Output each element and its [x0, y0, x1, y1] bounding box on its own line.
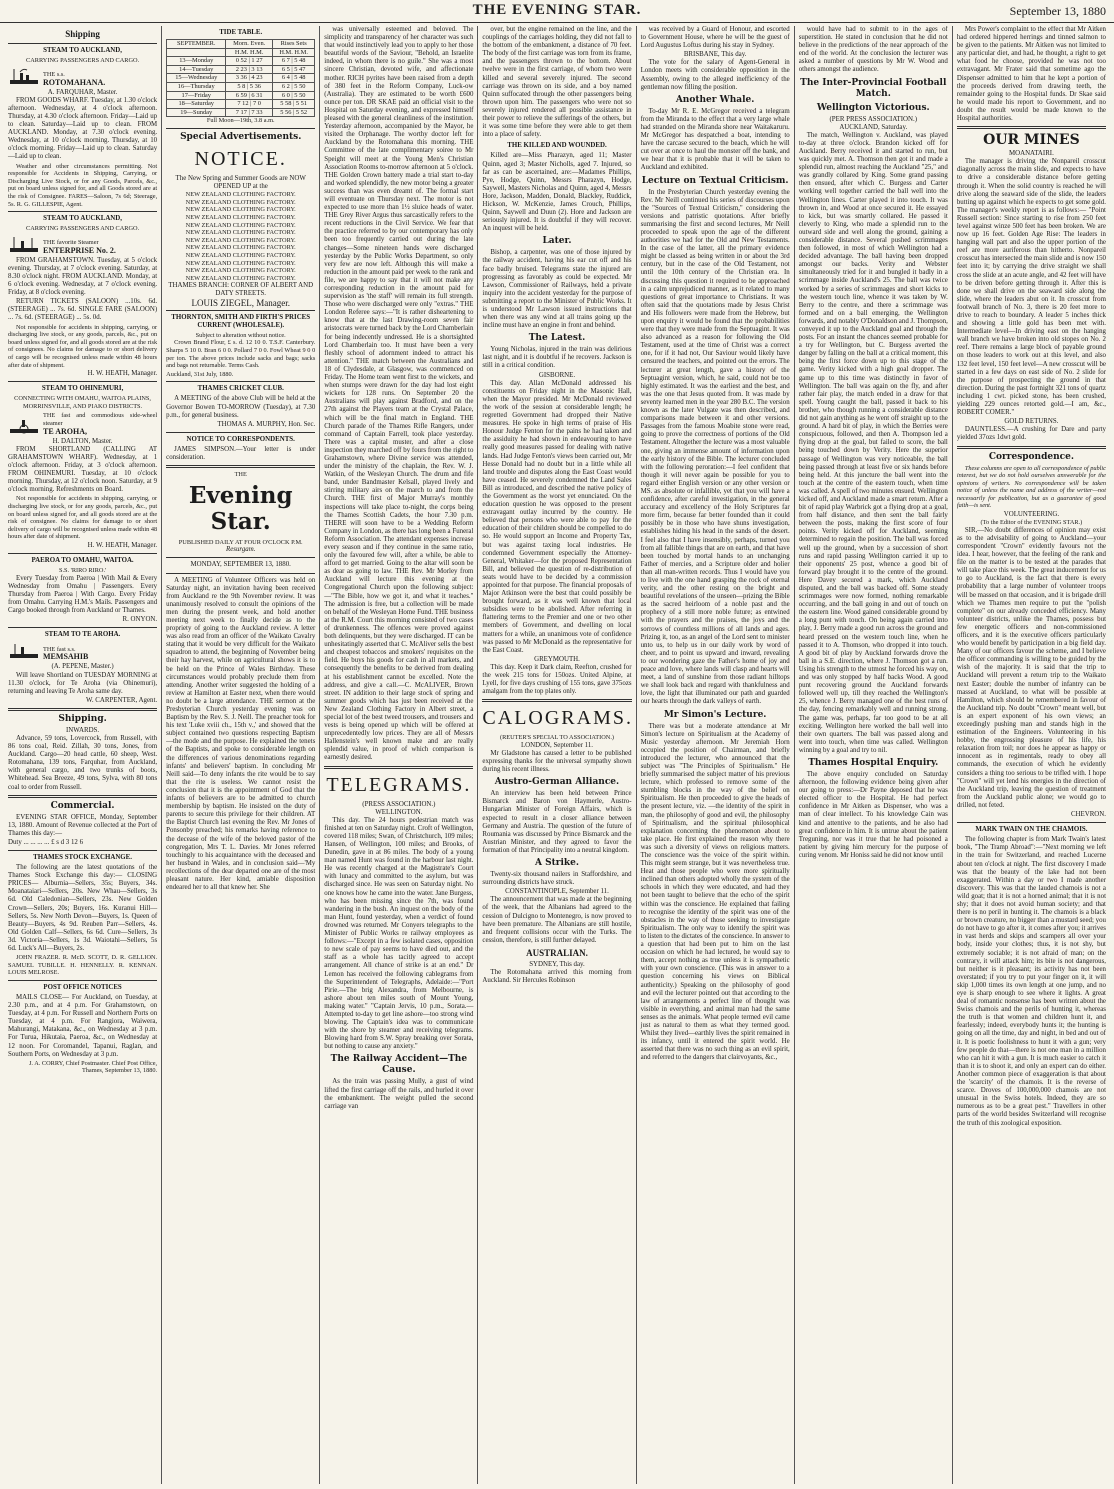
tide-header: Rises Sets [273, 40, 315, 49]
sun-times: 5 58 | 5 51 [273, 100, 315, 109]
table-row [167, 65, 315, 74]
subsection-heading: GOLD RETURNS. [1004, 418, 1059, 426]
ad-fares: RETURN TICKETS (SALOON) ...10s. 6d. (STEERAGE) ... 7s. 6d. SINGLE FARE (SALOON) ... 7s. 6d. (STEERAGE) ... 5s. 0d. [8, 298, 158, 322]
paddle-steamer-icon [8, 416, 40, 436]
sun-times: 5 56 | 5 52 [273, 108, 315, 117]
tide-times: 3 36 | 4 23 [226, 74, 273, 83]
paper-motto: Resurgam. [226, 546, 256, 554]
column-6 [795, 26, 953, 1484]
commercial-body: EVENING STAR OFFICE, Monday, September 13, 1880. Amount of Revenue collected at the Port of Thames this day:— [8, 813, 158, 837]
letter-heading: VOLUNTEERING. [1003, 511, 1060, 519]
dateline: SYDNEY, This day. [529, 960, 585, 968]
article-body: The vote for the salary of Agent-General in London meets with considerable opposition in the Assembly, owing to the alleged inefficiency of the gentleman now filling the position. [640, 59, 790, 91]
section-heading: POST OFFICE NOTICES [43, 983, 122, 991]
dateline: CONSTANTINOPLE, September 11. [505, 888, 609, 896]
ship-master: (A. PEPENE, Master.) [51, 663, 114, 671]
manager-name: LOUIS ZIEGEL, Manager. [191, 297, 290, 308]
factory-line: NEW ZEALAND CLOTHING FACTORY. [185, 206, 296, 214]
ad-signature: R. ONYON. [122, 616, 158, 624]
ad-heading: THORNTON, SMITH AND FIRTH'S PRICES CURRENT (WHOLESALE). [171, 313, 311, 329]
section-heading: Shipping. [58, 713, 107, 724]
steamer-ad [8, 412, 157, 435]
source-line: (PER PRESS ASSOCIATION.) [829, 115, 918, 123]
tide-day: 16—Thursday [167, 83, 226, 92]
table-row [167, 74, 315, 83]
sun-times: 6 0 | 5 50 [273, 91, 315, 100]
section-heading: Shipping [65, 29, 100, 39]
article-body: The Rotomahana arrived this morning from Auckland. Sir Hercules Robinson [482, 968, 632, 985]
ship-prefix: THE fast s.s. [43, 645, 76, 653]
article-body: Bishop, a carpenter, was one of those injured by the railway accident, having his ear cut off and his face badly bruised. Telegrams state the injured are progressing as favorably as could be expected. Mr Lawson, Commissioner of Railways, held a private inquiry into the accident yesterday for the purpose of submitting a report to the Minister of Public Works. It is understood Mr Lawson issued instructions that when there was any wind at all trains going up the incline must have an engine in front and behind. [482, 249, 632, 330]
ad-heading: STEAM TO OHINEMURI, [41, 385, 124, 393]
tide-day: 15—Wednesday [167, 74, 226, 83]
ad-place-date: Auckland, 31st July, 1880. [166, 370, 234, 378]
dateline: AUCKLAND, Saturday. [839, 123, 908, 131]
table-row [167, 100, 315, 109]
telegrams-source: (PRESS ASSOCIATION.) [362, 800, 436, 808]
table-row [167, 57, 315, 66]
article-body: over, but the engine remained on the line, and the couplings of the carriages holding, they did not fall to the bottom of the embankment, a distance of 70 feet. The body of the first carriage was torn from its frame, and the passengers thrown to the bottom. About twelve were in the first carriage, of whom two were killed and several severely injured. The second carriage was thrown on its side, and a boy named Quinn suffocated through the other passengers being thrown upon him. The passengers who were not so severely injured rendered all possible assistance in their power to relieve the sufferings of the others, but it was some time before they were able to get them into a place of safety. [482, 26, 632, 139]
masthead-title: THE EVENING STAR. [472, 2, 642, 18]
column-5 [637, 26, 795, 1484]
sun-times: 6 7 | 5 48 [273, 57, 315, 66]
column-3 [320, 26, 478, 1484]
column-1 [4, 26, 162, 1484]
calograms-source: (REUTER'S SPECIAL TO ASSOCIATION.) [499, 734, 614, 742]
shipping-arrivals: Advance, 59 tons, Lovercock, from Russell, with 86 tons coal, Reid. Zillah, 30 tons, Jones, from Auckland. Cargo—20 head cattle, 60 sheep, West. Rotomahana, 139 tons, Farquhar, from Auckland, with general cargo, and two trunks of boots, Whitehead. Sea Breeze, 49 tons, Sylva, with 80 tons coal to order from Russell. [8, 734, 158, 791]
ad-subheading: Subject to alteration without notice. [195, 331, 286, 339]
ad-subheading: CONNECTING WITH OMAHU, WAITOA PLAINS, MORRINSVILLE, AND PIAKO DISTRICTS. [14, 395, 151, 410]
sun-times: 6 2 | 5 50 [273, 83, 315, 92]
section-heading: THAMES STOCK EXCHANGE. [33, 854, 132, 861]
moon-note: Full Moon—19th, 3.8 a.m. [206, 117, 275, 125]
correspondents-note: JAMES SIMPSON.—Your letter is under consideration. [166, 445, 316, 462]
ship-master: H. DALTON, Master. [52, 437, 113, 445]
section-heading: OUR MINES [983, 132, 1080, 149]
letter-signature: CHEVRON. [1070, 811, 1106, 819]
tide-times: 7 12 | 7 0 [226, 100, 273, 109]
article-body: This day. Allan McDonald addressed his constituents on Friday night in the Masonic Hall, when the Mayor presided. Mr McDonald reviewed the work of the session at considerable length; he regretted Government had dropped their Native measures. He spoke in high terms of praise of His Honour Judge Fenton for the pains he had taken and the assiduity he had shown in endeavouring to have really good measures passed for dealing with native lands. Had Judge Fenton's views been carried out, Mr Hesse Donald had no doubt but in a little while all land trouble and disputes along the East Coast would have ceased. He severely condemned the Land Sales Bill as introduced, and described the native policy of the Government as the worst yet enunciated. On the education question he was opposed to the present extravagant outlay incurred by the country. He believed that persons who were able to pay for the education of their children should be compelled to do so. He would support an Income and Property Tax, but was against taxing local industries. He condemned Government especially the Attorney-General, Whitaker—for the proposed Representation Bill, and believed the question of re-distribution of seats would have to be decided by a commission appointed for that purpose. The financial proposals of Major Atkinson were the best that could possibly be brought forward, as it was well known that local subsidies were to be abolished. After referring in flattering terms to the Premier and one or two other members of Government, and dwelling on local matters for a while, an unanimous vote of confidence was passed to Mr McDonald as the representative for the East Coast. [482, 379, 632, 654]
telegrams-heading: TELEGRAMS. [326, 773, 472, 796]
ad-heading: STEAM TO TE AROHA. [44, 631, 121, 639]
ad-heading: PAEROA TO OMAHU, WAITOA. [31, 557, 134, 565]
masthead [0, 0, 1114, 23]
ad-signature: THOMAS A. MURPHY, Hon. Sec. [217, 420, 316, 428]
tide-table-caption: TIDE TABLE. [219, 29, 263, 36]
subsection-heading: MARK TWAIN ON THE CHAMOIS. [975, 826, 1088, 834]
tide-day: 17—Friday [167, 91, 226, 100]
ad-signature: H. W. HEATH, Manager. [87, 370, 158, 378]
dateline: BRISBANE, This day. [683, 51, 747, 59]
subsection-heading: A Strike. [534, 858, 579, 869]
letter-body: SIR,—No doubt differences of opinion may exist as to the advisability of going to Auckland—your correspondent "Crown" evidently favours not the idea. I hear, however, that the feeling of the rank and file on the matter is to be tested at the parades that will take place this week. The great inducement for us to go to Auckland, is the fact that there is every probability that a large number of volunteer troops will be massed on that occasion, and it is brigade drill which we Thames men require to put the "polish complete" on our already conceded efficiency. Many volunteer districts, unlike the Thames, possess but few energetic officers and non-commissioned officers, and it is the executive officers particularly who would benefit by participation in a big field day. Many of our officers favour the scheme, and I believe the officer commanding is willing to be guided by the wish of the majority. It is said that the trip to Auckland will prevent a return trip to the Waikato next Easter; double the number of infantry can be massed at Auckland, to what will be possible at Hamilton, which should be remembered in favour of the Auckland trip. No doubt "Crown" meant well, but is an expert exponent of his own views; an exceedingly pushing man and stands high in the estimation of the Engineers. Volunteering in his hobby, the engrossing pleasure of his life, his relaxation from toil; nor does he appear as happy or innocent as in regimentals, ready to obey all commands, the execution of which he evidently considers a thing too serious to be trifled with. I hope "Crown" will yet lend his energies in the direction of the Auckland trip, leaving the question of treatment from the Auckland public alone; we would go to drilled, not feted. [956, 526, 1106, 809]
ad-subheading: S.S. 'RIRO RIRO.' [58, 567, 107, 575]
steamer-ad [8, 235, 157, 255]
dateline: GREYMOUTH. [534, 655, 580, 663]
subsection-heading: THE KILLED AND WOUNDED. [507, 142, 607, 150]
column-7 [953, 26, 1110, 1484]
section-heading: Correspondence. [988, 451, 1074, 462]
ad-fine-print: Not responsible for accidents in shipping, carrying, or discharging live stock, or any goods, parcels, &c., put on board unless signed for, and all goods stored are at the risk of consignees. No claims for damage to or short delivery of cargo will be recognised unless made within 48 hours after date of shipment. [8, 323, 158, 369]
ship-prefix: THE favorite Steamer [43, 239, 99, 247]
tide-times: 7 17 | 7 33 [226, 108, 273, 117]
dateline: MOANATAIRI. [1009, 150, 1054, 158]
steamship-icon [8, 235, 40, 255]
article-body: There was but a moderate attendance at Mr Simon's lecture on Spiritualism at the Academy of Music yesterday afternoon. Mr Jeremiah Horn occupied the position of Chairman, and briefly introduced the lecturer, who announced that the subject was "The Principles of Spiritualism." He briefly summarised the subject matter of his previous lecture, which professed to remove some of the stumbling blocks in the way of the belief on Spiritualism. He then proceeded to give the heads of the present lecture, viz. —the identity of the spirit in man, the philosophy of good and evil, the philosophy of Spiritualism, and the spiritual philosophical explanation concerning the phenomenon about to take place. He first explained the reason why there was such a diversity of views on religious matters. The conscience was the voice of the spirit within. This might seem strange, but it was nevertheless true. Heat and those people who were more spiritually inclined than others adopted wholly the system of the schools in which they were educated, and had they not been taught to believe that the echo of the spirit within was the conscience. He explained that failing to recognise the identity of the spirit was one of the obstacles in the way of those seeking to investigate Spiritualism. The only way to identify the spirit was to listen to the dictates of the conscience. In answer to a question that had been put to him on the last occasion on which he had lectured, he would say to them, accept nothing as true unless it is sympathetic with your own conscience. (This was in answer to a question concerning his views on Biblical authenticity.) Speaking on the philosophy of good and evil the lecturer pointed out that according to the law of arrangements a perfect line of thought was visible in everything, and animal man had the same senses as the animals. What people termed evil came just as natural to them as what they termed good. Whilst they lived—earthly lives the spirit remained in its infancy, until it entered the spirit world. He asserted that there was no such thing as an evil spirit, and referred to the dangers that clairvoyants, &c., [640, 722, 790, 1062]
postmaster-signature: J. A. CORRY, Chief Postmaster. Chief Post Office, Thames, September 13, 1880. [28, 1059, 158, 1075]
table-row [167, 108, 315, 117]
tide-day: 13—Monday [167, 57, 226, 66]
subsection-subheading: Wellington Victorious. [816, 102, 930, 113]
factory-line: NEW ZEALAND CLOTHING FACTORY. [185, 267, 296, 275]
tide-day: 19—Sunday [167, 108, 226, 117]
steamship-icon [8, 641, 40, 661]
article-body: The announcement that was made at the beginning of the week, that the Albanians had agreed to the cession of Dulcigno to Montenegro, is now proved to have been premature. The Albanians are still hostile, and frequent collisions occur with the Turks. The cession, therefore, is still further delayed. [482, 896, 632, 944]
steamer-ad [8, 67, 157, 87]
paper-the: THE [234, 471, 247, 479]
subsection-heading: The Latest. [528, 333, 586, 344]
tide-times: 2 23 | 3 13 [226, 65, 273, 74]
column-4 [478, 26, 636, 1484]
article-body: The following chapter is from Mark Twain's latest book, "The Tramp Abroad":—"Next morning we left in the train for Switzerland, and reached Lucerne about ten o'clock at night. The first discovery I made was that the beauty of the lake had not been exaggerated. Within a day or two I made another discovery. This was that the lauded chamois is not a wild goat; that it is not a horned animal; that it is not shy; that it does not avoid human society; and that there is no peril in hunting it. The chamois is a black or brown creature, no bigger than a mustard seed; you do not have to go after it, it comes after you; it arrives in vast herds and skips and scampers all over your body, inside your clothes; thus, it is not shy, but extremely sociable; it is not afraid of man; on the contrary, it will attack him; its bite is not dangerous, but neither is it pleasant; its activity has not been overstated; if you try to put your finger on it, it will skip 1,000 times its own length at one jump, and no eye is sharp enough to see where it lights. A great deal of romantic nonsense has been written about the Swiss chamois and the perils of hunting it, whereas the truth is that women and children hunt it, and fearlessly; indeed, everybody hunts it; the hunting is going on all the time, day and night, in bed and out of it. It is poetic foolishness to hunt it with a gun; very few people do that—there is not one man in a million who can hit it with a gun. It is much easier to catch it than it is to shoot it, and only an expert can do either. Another common piece of exaggeration is that about the 'scarcity' of the chamois. It is the reverse of scarce. Droves of 100,000,000 chamois are not unusual in the Swiss hotels. Indeed, they are so numerous as to be a great pest." Travellers in other parts of the world besides Switzerland will recognise the truth of this zoological exposition. [956, 836, 1106, 1127]
article-body: To-day Mr R. E. McGregor received a telegram from the Miranda to the effect that a very large whale had stranded on the Miranda shore near Waitakaruru. Mr McGregor has despatched a boat, intending to have the carcase secured to the beach, which he will cut over at once to haul the monster off the bank, and we hear that it is probable that it will be taken to Auckland and exhibited. [640, 107, 790, 172]
calograms-heading: CALOGRAMS. [482, 707, 633, 730]
sun-times: 6 5 | 5 47 [273, 65, 315, 74]
subsection-heading: Later. [542, 236, 572, 247]
factory-line: NEW ZEALAND CLOTHING FACTORY. [185, 214, 296, 221]
article-body: An interview has been held between Prince Bismarck and Baron von Haymerle, Austro-Hungarian Minister of Foreign Affairs, which is expected to result in a closer alliance between Germany and Austria. The question of the future of Roumania was discussed by Prince Bismarck and the Austrian Minister, and they agreed to favor the formation of that Principality into a neutral kingdom. [482, 790, 632, 854]
ship-name: ENTERPRISE No. 2. [43, 245, 116, 255]
ad-body: FROM GRAHAMSTOWN. Tuesday, at 5 o'clock evening. Thursday, at 7 o'clock evening. Saturday, at 8.30 o'clock night. FROM AUCKLAND. Monday, at 6 o'clock evening. Wednesday, at 7 o'clock evening. Friday, at 8 o'clock evening. [8, 256, 158, 297]
subsection-heading: INWARDS. [66, 726, 100, 734]
page-columns [4, 26, 1110, 1484]
ad-heading: STEAM TO AUCKLAND, [43, 47, 122, 54]
factory-line: NEW ZEALAND CLOTHING FACTORY. [185, 259, 296, 267]
column-2 [162, 26, 320, 1484]
ship-master: A. FARQUHAR, Master. [47, 88, 118, 96]
paper-nameplate: Evening Star. [188, 481, 293, 535]
ship-prefix: THE fast and commodious side-wheel steamer [43, 412, 158, 428]
tide-header: SEPTEMBER. [167, 40, 226, 49]
article-body: Mrs Power's complaint to the effect that Mr Aitken had ordered hippered herrings and tinned salmon to be given to the patients. Mr Aitken was not limited to any particular diet, and had, he thought, a right to get what food he choose, provided he was not too extravagant. Mr Frater said that sometime ago the Dispenser admitted to him that he kept a portion of the proceeds derived from drawing teeth, the remainder going to the Hospital funds. Dr Skae said he would made his report to Government, and no doubt the result would be made known to the Hospital authorities. [956, 26, 1106, 123]
steamer-ad [8, 641, 157, 661]
ad-heading: STEAM TO AUCKLAND, [43, 215, 122, 223]
factory-line: NEW ZEALAND CLOTHING FACTORY. [185, 274, 296, 282]
ship-name: MEMSAHIB [43, 652, 89, 662]
publication-line: PUBLISHED DAILY AT FOUR O'CLOCK P.M. [178, 538, 303, 546]
notice-heading: NOTICE. [194, 148, 287, 171]
subsection-heading: Lecture on Textual Criticism. [641, 175, 789, 186]
ad-body: Will leave Shortland on TUESDAY MORNING at 11.30 o'clock, for Te Aroha (via Ohinemuri), returning and leaving Te Aroha same day. [8, 671, 158, 695]
masthead-date: September 13, 1880 [1009, 4, 1106, 18]
section-heading: Commercial. [50, 800, 115, 811]
factory-line: NEW ZEALAND CLOTHING FACTORY. [185, 221, 296, 229]
ad-body: FROM SHORTLAND (CALLING AT GRAHAMSTOWN WHARF). Wednesday, at 1 o'clock afternoon. Friday, at 3 o'clock afternoon. FROM OHINEMURI. Tuesday, at 10 o'clock morning. Thursday, at 12 o'clock noon. Saturday, at 9 o'clock morning. Refreshments on Board. [8, 445, 158, 494]
post-office-notices: MAILS CLOSE— For Auckland, on Tuesday, at 2.30 p.m., and at 4 p.m. For Grahamstown, on Tuesday, at 4 p.m. For Russell and Northern Ports on Tuesday, at 4 p.m. For Rangiora, Waiwera, Mahurangi, Matakana, &c., on Wednesday at 3 p.m. For Turua, Hikutaia, Paeroa, &c., on Wednesday at 12 noon. For Coromandel, Tapanui, Raglan, and Southern Ports, on Wednesday at 3 p.m. [8, 994, 158, 1058]
subsection-heading: The Inter-Provincial Football Match. [800, 77, 947, 99]
dateline: GISBORNE. [538, 371, 576, 379]
cricket-notice: A MEETING of the above Club will be held at the Governor Bowen TO-MORROW (Tuesday), at 7.30 p.m., for general business. [166, 395, 316, 419]
factory-line: NEW ZEALAND CLOTHING FACTORY. [185, 229, 296, 237]
ad-heading: THAMES CRICKET CLUB. [197, 385, 284, 393]
subsection-heading: Austro-German Alliance. [494, 777, 620, 788]
factory-line: NEW ZEALAND CLOTHING FACTORY. [185, 251, 296, 259]
article-body: This day. The 24 hours pedestrian match was finished at ten on Saturday night. Croft of Wellington, covered 118 miles; Swan, of Christchurch, 109 miles; Hansen, of Wellington, 100 miles; and Brooks, of Dunedin, gave in at 86 miles. The body of a young man named Hunt was found in the harbour last night. He was recently charged at the Magistrate's Court with lunacy and committed to the asylum, but was discharged since. He was seen on Saturday night. No one knows how he came into the water. Jane Burgess, who has been missing since the 7th, was found wandering in the bush. An inquest on the body of the man Hunt, found yesterday, when a verdict of found drowned was returned. Mr Conyers telegraphs to the Minister of Public Works re railway employees as follows:—"Except in a few isolated cases, opposition to new scale of pay seems to have died out, and the staff as a whole has tacitly agreed to accept arrangement. All chance of strike is at an end." Dr Lemon has received the following cablegrams from the Superintendent of Telegraphs, Adelaide:—"Port Pirie.—The brig Alexandra, from Melbourne, is ashore about ten miles south of Mount Young, making water." "Captain Jervis, 10 p.m., Sorata.—Attempted to-day to get line ashore—too strong wind blowing. The Captain's idea was to communicate with the shore by steamer and receiving telegrams. Blowing hard from S.W. Spray breaking over Sorata, but nothing to cause any anxiety." [324, 816, 474, 1051]
ad-body: Every Tuesday from Paeroa | With Mail & Every Wednesday from Omahu | Passengers. Every Thursday from Paeroa | With Cargo. Every Friday from Omahu. Carrying H.M.'s Mails. Passengers and Cargo booked through from Auckland or Thames. [8, 574, 158, 615]
broker-names: JOHN FRAZER. R. McD. SCOTT, D. R. GELLION. SAMUEL TUBILLE. H. HENNELLY. R. KENNAN. LOUIS MELROSE. [8, 954, 158, 977]
steamship-icon [8, 67, 40, 87]
article-body: A MEETING of Volunteer Officers was held on Saturday night, an invitation having been received from Auckland re the 9th November review. It was unanimously resolved to consult the opinions of the men during the present week, and hold another meeting next week to finally decide as to the propriety of going to the Auckland review. A letter was also read from an officer of the Waikato Cavalry stating that it would be very difficult for the Waikato squadron to attend, the beginning of November being their hay harvest, while on agricultural shows it is to be held on the Prince of Wales Birthday. These circumstances would probably preclude them from attending. Another writer suggested the holding of a review at Hamilton at Easter next, when there would no doubt be a large attendance. THE sermon at the Presbyterian Church yesterday evening was on Baptism by the Rev. S. J. Neill. The preacher took for his text 'Luke xviii ch., 15th v.,' and showed that the subject contained two questions respecting Baptism—the mode and the purpose. He explained the tenets of the Baptists, and spoke to considerable length on the differences of various denominations regarding infants' and believers' baptism. In concluding Mr Neill said—To deny infants the rite would be to say that the rite is useless. We cannot resist the conclusion that it is the appointment of God that the infants of believers are to be admitted to church membership by baptism. He insisted on the duty of parents to secure this privilege for their children. AT the Baptist Church last evening the Rev. Mr Jones of Ponsonby preached; his remarks having reference to the decease of the wife of the beloved pastor of the congregation, Mrs T. L. Davies. Mr Jones referred touchingly to his acquaintance with the deceased and her husband in Wales, and in conclusion said—'My recollections of the dear departed one are of the most pleasant nature. Her kind, amiable disposition endeared her to all that knew her. She [166, 576, 316, 892]
factory-line: NEW ZEALAND CLOTHING FACTORY. [185, 191, 296, 199]
table-row [167, 91, 315, 100]
article-body: Killed are—Miss Pharazyn, aged 11; Master Quinn, aged 3; Master Nicholls, aged 7. Injured, so far as can be ascertained, are:—Madames Phillips, Pye, Hodge, Quinn, Messrs Pharazyn, Hodge, Saywell, Masters Nicholas and Quinn, aged 4, Messrs Hore, Jackson, Madden, Donald, Blackley, Ruddick, Hickson, W. McKenzie, James Crouch, Phillips, Quinn, Saywell and Duun (2). Hore and Jackson are seriously injured. It is doubtful if they will recover. An inquest will be held. [482, 152, 632, 233]
section-heading: Special Advertisements. [180, 132, 302, 143]
sun-times: 6 4 | 5 48 [273, 74, 315, 83]
article-body: The manager is driving the Nonpareil crosscut diagonally across the main slide, and expects to have to drive a considerable distance before getting through it. When the solid country is reached he will drive along the seaward side of the slide, the leaders butting up against which he expects to get some gold. The manager's weekly report is as follows:— "Point Russell section: Since starting to rise from 250 feet level against winze 500 feet has been broken. We are now up 16 feet. Golden Age Rise: The leaders in hanging wall part and also the upper portion of the reef are more auriferous than hitherto. Nonpareil crosscut has intersected the main slide and is now 150 feet into it; by carrying the drive straight we shall cross the slide at an acute angle, and 42 feet will have to be driven before getting through it. After this is done we shall drive on the seaward side along the slide, where the leaders abut on it. In crosscut from footwall branch of No. 3, there is 20 feet more to drive to reach to boundary. A leader 5 inches thick and showing a little gold has been met with. Intermediate level—In driving east on the hanging wall branch we have broken into old stopes on No. 2 reef. There remains a large block of payable ground on those leaders to work out at this level, and also 132 feet level, 150 feet level—A new crosscut will be started in a few days on east side of No. 2 slide for the purpose of prospecting the ground in that direction. During the past fortnight 321 tons of quartz including 1 cwt. picked stone, has been crushed, yielding 229 ounces retorted gold.—I am, &c., ROBERT COMER." [956, 158, 1106, 417]
notice-lead: The New Spring and Summer Goods are NOW OPENED UP at the [175, 175, 306, 191]
article-body: The match, Wellington v. Auckland, was played to-day at three o'clock. Brandon kicked off for Auckland. Berry received it and started to run, but was quickly met. A. Thomson then got it and made a splendid run, almost reaching the Auckland "25," and was grandly collared by King. Some grand passing then ensued, after which C. Burgess and Carter working well together carried the ball well into the Wellington lines. Carter played it into touch. It was thrown in, and Wood at once secured it. He essayed to kick, but was smartly collared. He passed it cleverly to King, who made a splendid run to the outward side and well along the ground, gaining a considerable distance. Several pushed scrimmages then followed, in most of which Wellington had a decided advantage. The ball having been dropped amongst our backs. Verity and Webster simultaneously tried for it and bungled it badly in a scrimmage inside Auckland's 25. The ball was twice worked by a series of scrimmages and short kicks to the western touch line, whence it was taken by W. Berry to the centre, and there a scrimmage was formed and on a ball emerging, the Wellington forwards, and notably O'Donaldson and J. Thompson, conveyed it up to the Auckland goal and through the posts. For an instant the chances seemed probable for a try for Wellington, but C. Burgess averted the danger by falling on the ball at a critical moment, this being the first force down up to this stage of the game. Verity kicked with a high goal dropper. The game up to this time was distinctly in favor of Wellington. The ball was again on the fly, and after rather fair play, the match ended in a draw for that spell. Young caught the ball, passed it back to his brother, who though running a considerable distance did not gain anything as he went off straight up to the ground. A hard bit of play, in which the Berries were conspicuous, followed, and then A. Thompson led a flying drop at the goal, but failed to score, the ball being touched down by Verity. Here the superior passage of Wellington was very noticeable, the ball being passed through at least five or six hands before being held. At this juncture the ball went into the touch at the centre of the eastern touch, when time was called. A spell of two minutes ensued. Wellington kicked off, and Auckland made a smart return. After a bit of rapid play Warbrick got a flying drop at a goal, from half distance, and then sent the ball fairly between the posts, making the first score of four points. Verity kicked off for Auckland, seeming determined to regain the position. The ball was forced well up the ground, when by a succession of short runs and rapid passing Wellington carried it up to their opponents' 25 post, whence a good bit of forward play brought it to the centre of the ground. Here Davey secured a mark, which Auckland disputed, and the ball was backed off. Some steady scrimmages were now formed, nothing remarkable occurring, and the ball going in and out of touch on the eastern line. Wood gained considerable ground by a long punt with touch. On being again carried into play, J. Berry made a good run across the ground and heard pressed on the western touch line, when he passed it to A. Thomson, who dropped it into touch. A good bit of play by Auckland forwards drove the ball in a S.E. direction, where J. Thomson got a run. Using his strength to the utmost he forced his way on, and was only stopped by half backs Wood. A good punt recovering ground the Auckland forwards followed well up, till they reached the Wellington's 25, whence J. Berry managed one of the best runs of the day, fencing remarkably well and running strong. The game was, perhaps, far too good to be at all exciting. Wellington here worked the ball well into their own quarters. The ball was passed along and went into touch, when time was called. Wellington winning by a goal and try to nil. [798, 131, 948, 754]
ship-name: TE AROHA, [43, 426, 88, 436]
ad-signature: H. W. HEATH, Manager. [87, 541, 158, 549]
subsection-heading: Thames Hospital Enquiry. [808, 757, 939, 768]
tide-subheader: H.M. H.M. [226, 48, 273, 57]
factory-line: NEW ZEALAND CLOTHING FACTORY. [185, 244, 296, 252]
ad-signature: W. CARPENTER, Agent. [85, 696, 158, 704]
correspondence-note: These columns are open to all correspondence of public interest, but we do not hold ourselves answerable for the opinions of writers. No correspondence will be taken notice of unless the name and address of the writer—not necessarily for publication, but as a guarantee of good faith—is sent. [956, 464, 1106, 510]
tide-subheader: H.M. H.M. [273, 48, 315, 57]
tide-subheader [167, 48, 226, 57]
article-body: would have had to submit to in the ages of superstition. He stated in conclusion that he did not believe in the predictions of the near approach of the end of the world. At the conclusion the lecturer was asked a number of questions by Mr W. Wood and others amongst the audience. [798, 26, 948, 74]
tide-day: 18—Saturday [167, 100, 226, 109]
subsection-heading: Another Whale. [675, 94, 755, 105]
article-body: This day. Keep it Dark claim, Reefton, crushed for the week 215 tons for 150ozs. United Alpine, at Lyell, for five days crushing of 155 tons, gave 375ozs amalgam from the top plates only. [482, 663, 632, 696]
ad-subheading: CARRYING PASSENGERS AND CARGO. [26, 225, 140, 233]
subsection-heading: AUSTRALIAN. [526, 947, 588, 958]
ad-heading: NOTICE TO CORRESPONDENTS. [186, 435, 295, 443]
article-body: As the train was passing Mully, a gust of wind lifted the first carriage off the rails, and hurled it over the embankment. The weight pulled the second carriage van [324, 1078, 474, 1110]
ad-body: FROM GOODS WHARF. Tuesday, at 1.30 o'clock afternoon. Wednesday, at 4 o'clock afternoon. Thursday, at 4.30 o'clock afternoon. Friday—Laid up to clean. Saturday—Laid up to clean. FROM AUCKLAND. Monday, at 7.30 o'clock evening. Wednesday, at 10 o'clock morning. Thursday, at 10 o'clock morning. Friday—Laid up to clean. Saturday—Laid up to clean. [8, 96, 158, 161]
subsection-heading: Mr Simon's Lecture. [663, 709, 767, 720]
branch-address: THAMES BRANCH: CORNER OF ALBERT AND DATY STREETS. [168, 282, 314, 298]
ship-prefix: THE s.s. [43, 71, 65, 78]
letter-subheading: (To the Editor of the EVENING STAR.) [980, 519, 1083, 527]
article-body: Twenty-six thousand nailers in Staffordshire, and surrounding districts have struck. [482, 871, 632, 887]
stock-quotations: The following are the latest quotations of the Thames Stock Exchange this day:— CLOSING PRICES— Alburnia—Sellers, 35s; Buyers, 34s. Moanataiari—Sellers, 20s. New Whau—Sellers, 3s 6d. Old Caledonian—Sellers, 23s. New Golden Crown—Sellers, 20s; Buyers, 16s. Kuranui Hill—Sellers, 5s. New North Devon—Buyers, 1s. Queen of Beauty—Buyers, 4s 9d. Reuben Parr—Sellers, 4s. Old Golden Calf—Sellers, 6s 6d. Cure—Sellers, 3s 3d. Victoria—Sellers, 1s 3d. Waiotahi—Sellers, 5s 6d. Luck's All—Buyers, 2s. [8, 864, 158, 953]
factory-line: NEW ZEALAND CLOTHING FACTORY. [185, 236, 296, 244]
ad-fine-print: Not responsible for accidents in shipping, carrying, or discharging live stock, or for any goods, parcels, &c., put on board unless signed for, and all goods stored are at the risk of consignee. No claims for damage to or short delivery of cargo will be recognised unless made within 48 hours after date of shipment. [8, 495, 158, 541]
article-body: DAUNTLESS.—A crushing for Dare and party yielded 37ozs 1dwt gold. [956, 426, 1106, 442]
tide-times: 6 59 | 6 31 [226, 91, 273, 100]
prices-current: Crown Brand Flour, £ s. d. 12 10 0. T.S.F. Canterbury. Sharps 5 10 0. Bran 6 0 0. Pollard 7 0 0. Fowl Wheat 9 0 0 per ton. The above prices include sacks and bags; sacks and bags not returnable. Terms Cash. [166, 339, 316, 370]
duty-line: Duty ... ... ... ... £ s d 3 12 6 [8, 838, 84, 846]
ad-subheading: CARRYING PASSENGERS AND CARGO. [26, 57, 140, 65]
ad-fine-print: Weather and other circumstances permitting. Not responsible for Accidents in Shipping, Carrying, or Discharging Live Stock, or for any Goods, Parcels, &c., put on board unless signed for, and all Goods stored are at the risk of Consignee. FARES—Saloon, 7s 6d; Steerage, 5s. R. G. GILLESPIE, Agent. [8, 162, 158, 208]
subsection-heading: The Railway Accident—The Cause. [330, 1054, 468, 1076]
issue-date: MONDAY, SEPTEMBER 13, 1880. [190, 561, 291, 569]
tide-times: 5 8 | 5 36 [226, 83, 273, 92]
tide-table [166, 39, 315, 117]
tide-header: Morn. Even. [226, 40, 273, 49]
article-body: The above enquiry concluded on Saturday afternoon, the following evidence being given after our going to press:—Dr Payne deposed that he was elected officer to the Hospital. He had perfect confidence in Mr Aitken as Dispenser, who was a man of clear intellect. To his knowledge Cain was kind and attentive to the patients, and he also had great confidence in him. It is untrue about the patient Treguning, nor was it true that he had poisoned a patient by giving him mercury for the purpose of curing venom. Mr Honiss said he did not know until [798, 770, 948, 859]
article-body: was received by a Guard of Honour, and escorted to Government House, where he will be the guest of Lord Augustus Loftus during his stay in Sydney. [640, 26, 790, 50]
dateline: WELLINGTON. [375, 808, 423, 816]
dateline: LONDON, September 11. [520, 741, 594, 749]
tide-day: 14—Tuesday [167, 65, 226, 74]
ship-name: ROTOMAHANA. [43, 77, 106, 87]
factory-line: NEW ZEALAND CLOTHING FACTORY. [185, 198, 296, 206]
article-body: In the Presbyterian Church yesterday evening the Rev. Mr Neill continued his series of discourses upon the "Sources of Textual Criticism," considering the versions and patristic quotations. After briefly summarising the first and second lectures, Mr Neill proceeded to speak upon the age of the different authorities we had for the Old and New Testaments. In the case of the latter, all the primary evidence might be classed as being written in or about the 3rd century, but in the case of the Old Testament, not until the 10th century of the Christian era. In discussing this question it required to be approached in a calm unprejudiced manner, as it related to many questions of great importance to Christians. It was often said that the quotations made by Jesus Christ and His followers were made from the Hebrew, but upon enquiry it would be found that the probabilities were that they were made from the Septuagint. It was also advanced as a reason for following the Old Testament, used at the time of Christ was a correct one, for if it had not, Our Saviour would likely have censured the teachers, and pointed out the errors. The lecturer at great length, gave a history of the Septuagint version, which, he said, could not be too highly estimated. It was the earliest and the best, and was the one that Jesus quoted from. It was made by seventy learned men in the year 280 B.C. The version known as the later Vulgate was then described, and comparisons made between it and other versions. Passages from the famous Moabite stone were read, going to prove the correctness of portions of the Old Testament. Altogether the lecture was a most valuable one, giving an immense amount of information upon the early history of the Bible. The lecturer concluded with the following peroration:—I feel confident that though it will never again be possible for you to regard either English version or any other version or MS. as absolute or infallible, yet that you will have a confidence, after careful investigation, in the general accuracy and excellency of the Holy Scriptures far more firm, because far better founded than it could possibly be in those who have shuns investigation, establishes hiding his head in the sands of the desert. I feel also that I have insensibly, perhaps, turned you from all fallible things that are on earth, and that have been touched by mortal hands to an unchanging Father of mercies, and a Scripture older and holier than all man-written records. Thus I would have you to live with the one hand grasping the rock of eternal verity, and the other resting on the bright and beautiful revelations of the unseen—prizing the Bible as the sacred heirloom of a noble past and the prophecy of a still more noble future; as entwined with the prayers and the praises, the joys and the sorrows of countless millions of all lands and ages. Prizing it, too, as an angel of the Lord sent to minister unto us, to help us in our daily work by word of cheer, and to point us upward and inward, revealing to our wondering gaze the Father's home of joy and peace and love, where lands will clasp and hearts will meet, a land of sunshine from those radiant hilltops we shall look back and regard with thankfulness and love, the light that illuminated our path and guarded our hearts through the dark valleys of earth. [640, 188, 790, 706]
article-body: was universally esteemed and beloved. The simplicity and transparency of her character was such that would instinctively lead you to apply to her those beautiful words of the Saviour, "Behold, an Israelite indeed, in whom there is no guile." She was a most sincere Christian, devoted wife, and affectionate mother. RICH pyrites have been raised from a depth of 380 feet in the Reform Company, Luck-ow (Australia). They are estimated to be worth £600 ounce per ton. DR SKAE paid an official visit to the Hospital on Saturday evening, and expressed himself pleased with the general cleanliness of the institution. Yesterday afternoon, accompanied by the Mayor, he visited the Orphanage. The worthy doctor left for Auckland by the Rotomahana this morning. THE Committee of the late complimentary soiree to Mr Speight will meet at the Young Men's Christian Association Rooms to-morrow afternoon at 5 o'clock. THE Golden Crown battery made a trial start to-day and worked splendidly, the new motor being a greater success than was even dreamt of. The formal start will eventuate on Thursday next. The motor is not expected to use more than 1½ sluice heads of water. THE Grey River Argus thus sarcastically refers to the recent reductions in the Civil Service. We fear that the practice referred to by our contemporary has only been too frequently carried out during the late changes—Some nineteen hands were discharged yesterday by the Public Works Department, so only very few are now left. Although this will make a reduction in the amount paid per week to the rank and file, we are happy to say that it will not make any corresponding reduction in the amount paid for supervision as 'the staff' will remain its full strength. Those who were discharged were only "extras." THE London Referee says:—"It is rather disheartening to know that at the last Drawing-room seven fair aristocrats were turned back by the Lord Chamberlain for being indecently undressed. He is a shortsighted Lord Chamberlain too. It must have been a very fleshly school of adornment indeed to attract his attention." THE match between the Australians and 18 of Clydesdale, at Glasgow, was commenced on Friday. The Home team went first to the wickets, and when stumps were drawn for the day had lost eight wickets for 128 runs. On September 20 the Australians will play against Bradford, and on the 27th against the Players team at the Crystal Palace, which will be the final match in England. THE Church parade of the Thames Rifle Rangers, under command of Captain Farrell, took place yesterday. There was a capital muster, and after a close inspection they marched off by fours from the right to Grahamstown, where Divine service was attended, under the ministry of the chaplain, the Rev. W. J. Watkin, of the Wesleyan Church. The drum and fife band, under Bandmaster Kelsall, played lively and stirring military airs on the march to and from the Church. THE first of Major Murray's monthly inspections will take place to-night, the corps being the Thames Scottish Cadets, the hour 7.30 p.m. THERE will soon have to be a Wedding Reform Company in London, as there has long been a Funeral Reform Association. The attendant expenses increase every season and if they continue in the same ratio, only the favoured few will, after a while, be able to afford to get married. Going to the altar will soon be as dear as going to law. THE Rev. Mr Morley from Auckland will lecture this evening at the Congregational Church upon the following subject:—"The Bible, how we got it, and what it teaches." The admission is free, but a collection will be made on behalf of the Wesleyan Home Fund. THE business at the R.M. Court this morning consisted of two cases of drunkenness. The offences were proved against both delinquents, but they were discharged. IT can be unhesitatingly asserted that C. McAliver sells the best and cheapest tobaccos and smokers' requisites on the field. He buys his goods for cash in all markets, and consequently the benefits to be derived from dealing at his establishment cannot be excelled. Note the address, and give a call.—C. McALIVER, Brown street. IN addition to their large stock of spring and summer goods which has just been received at the New Zealand Clothing Factory in Albert street, a special lot of the best tweed trousers, and trousers and vests is being opened up which will be offered at unprecedentedly low prices. They are all of Messrs Hallenstein's well known make and are really splendid value, in proof of which comparison is earnestly desired. [324, 26, 474, 762]
tide-times: 0 52 | 1 27 [226, 57, 273, 66]
table-row [167, 83, 315, 92]
article-body: Mr Gladstone has caused a letter to be published expressing thanks for the universal sympathy shown during his recent illness. [482, 750, 632, 774]
article-body: Young Nicholas, injured in the train was delirious last night, and it is doubtful if he recovers. Jackson is still in a critical condition. [482, 346, 632, 370]
